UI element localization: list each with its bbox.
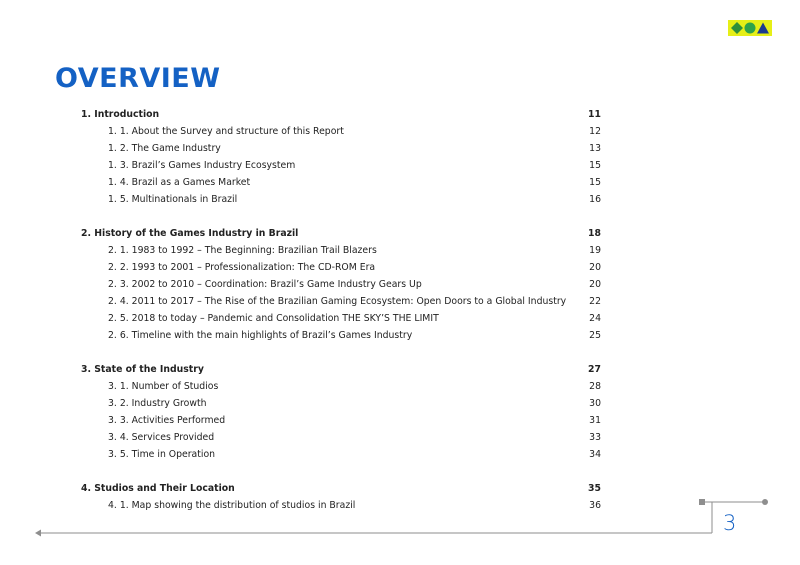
toc-entry-page: 19 <box>589 245 601 256</box>
toc-heading-label: 3. State of the Industry <box>81 364 204 375</box>
toc-entry-label: 2. 2. 1993 to 2001 – Professionalization: The CD-ROM Era <box>108 262 376 273</box>
toc-entry-label: 1. 1. About the Survey and structure of this Report <box>108 126 344 137</box>
toc-entry-label: 2. 4. 2011 to 2017 – The Rise of the Brazilian Gaming Ecosystem: Open Doors to a Global Industry <box>108 296 567 307</box>
toc-entry-page: 16 <box>589 194 601 205</box>
toc-entry-page: 31 <box>589 415 601 426</box>
toc-entry-page: 13 <box>589 143 601 154</box>
toc-entry-page: 36 <box>589 500 601 511</box>
toc-heading-label: 4. Studios and Their Location <box>81 483 235 494</box>
toc-entry-page: 33 <box>589 432 601 443</box>
toc-entry-label: 4. 1. Map showing the distribution of studios in Brazil <box>108 500 356 511</box>
toc-entry-page: 28 <box>589 381 601 392</box>
toc-entry-label: 2. 5. 2018 to today – Pandemic and Consolidation THE SKY’S THE LIMIT <box>108 313 439 324</box>
toc-entry-label: 1. 3. Brazil’s Games Industry Ecosystem <box>108 160 296 171</box>
toc-entry-label: 2. 1. 1983 to 1992 – The Beginning: Brazilian Trail Blazers <box>108 245 377 256</box>
toc-entry-page: 15 <box>589 160 601 171</box>
toc-entry-label: 1. 4. Brazil as a Games Market <box>108 177 251 188</box>
toc-entry-label: 3. 3. Activities Performed <box>108 415 226 426</box>
page-number: 3 <box>723 511 737 535</box>
toc-entry-page: 20 <box>589 279 601 290</box>
toc-entry-label: 3. 5. Time in Operation <box>108 449 216 460</box>
toc-entry-page: 34 <box>589 449 601 460</box>
toc-entry-label: 3. 2. Industry Growth <box>108 398 207 409</box>
toc-entry-page: 25 <box>589 330 601 341</box>
page-title: OVERVIEW <box>55 63 221 94</box>
toc-entry-page: 15 <box>589 177 601 188</box>
toc-entry-label: 2. 6. Timeline with the main highlights of Brazil’s Games Industry <box>108 330 413 341</box>
toc-heading-label: 2. History of the Games Industry in Brazil <box>81 228 299 239</box>
toc-heading-page: 11 <box>588 109 601 120</box>
toc-entry-page: 20 <box>589 262 601 273</box>
toc-heading-page: 27 <box>588 364 601 375</box>
toc-entry-label: 1. 2. The Game Industry <box>108 143 221 154</box>
toc-entry-label: 1. 5. Multinationals in Brazil <box>108 194 238 205</box>
toc-heading-page: 35 <box>588 483 601 494</box>
toc-entry-page: 12 <box>589 126 601 137</box>
toc-heading-page: 18 <box>588 228 601 239</box>
toc-heading-label: 1. Introduction <box>81 109 160 120</box>
toc-entry-page: 24 <box>589 313 601 324</box>
toc-entry-page: 22 <box>589 296 601 307</box>
toc-entry-label: 2. 3. 2002 to 2010 – Coordination: Brazil’s Game Industry Gears Up <box>108 279 422 290</box>
toc-entry-label: 3. 4. Services Provided <box>108 432 215 443</box>
toc-entry-page: 30 <box>589 398 601 409</box>
toc-entry-label: 3. 1. Number of Studios <box>108 381 219 392</box>
